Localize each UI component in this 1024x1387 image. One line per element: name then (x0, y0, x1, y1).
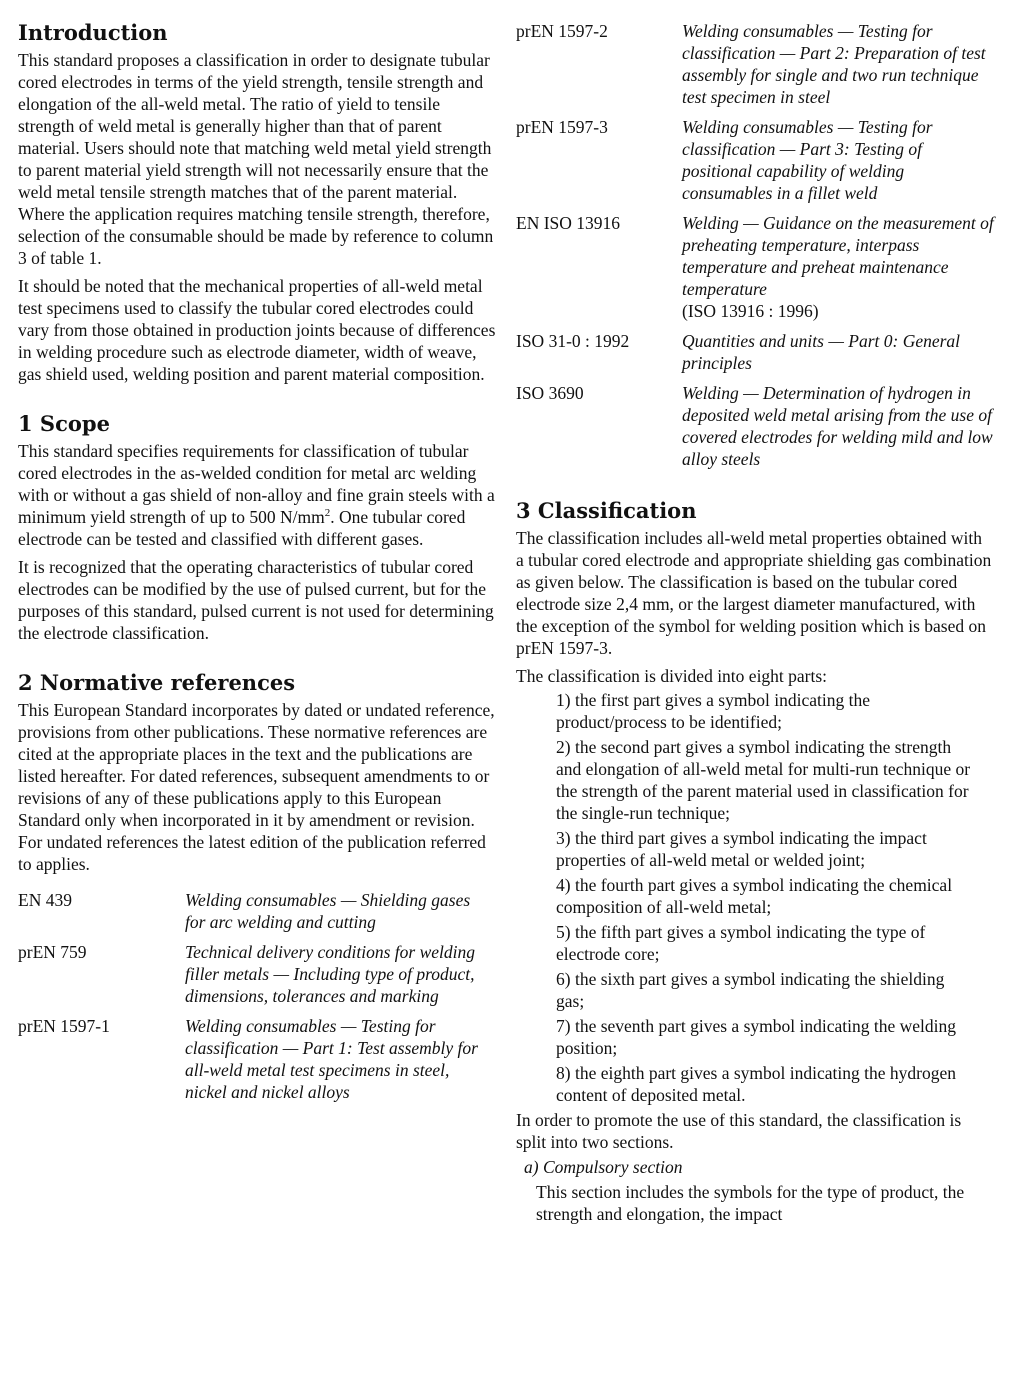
classification-parts-list (516, 689, 994, 1106)
introduction-paragraph-2: It should be noted that the mechanical properties of all-weld metal test specimens used to classify the tubular cored electrodes could vary from those obtained in production joints because of differences in welding procedure such as electrode diameter, width of weave, gas shield used, welding position and parent material composition. (18, 276, 496, 384)
reference-entry (516, 330, 994, 374)
scope-section (18, 411, 496, 644)
classification-section (516, 498, 994, 1225)
right-column (516, 0, 994, 1225)
list-item: 2) the second part gives a symbol indicating the strength and elongation of all-weld metal for multi-run technique or the strength of the parent material used in classification for the single-run technique; (556, 737, 971, 823)
classification-paragraph-1: The classification includes all-weld metal properties obtained with a tubular cored electrode and appropriate shielding gas combination as given below. The classification is based on the tubular cored electrode size 2,4 mm, or the largest diameter manufactured, with the exception of the symbol for welding position which is based on prEN 1597-3. (516, 528, 992, 658)
scope-paragraph-1-text-b: . One tubular cored electrode can be tested and classified with different gases. (18, 507, 466, 549)
list-item: 3) the third part gives a symbol indicating the impact properties of all-weld metal or welded joint; (556, 828, 927, 870)
reference-entry (516, 212, 994, 322)
reference-entry (18, 889, 496, 933)
introduction-heading: Introduction (18, 20, 168, 45)
list-item: 5) the fifth part gives a symbol indicating the type of electrode core; (556, 922, 926, 964)
reference-code: EN 439 (18, 890, 72, 910)
scope-superscript: 2 (324, 507, 331, 520)
list-item: 6) the sixth part gives a symbol indicating the shielding gas; (556, 969, 945, 1011)
reference-code: ISO 3690 (516, 383, 584, 403)
scope-paragraph-1 (18, 440, 496, 550)
normative-references-section (18, 670, 496, 1103)
reference-title: Welding consumables — Testing for classification — Part 1: Test assembly for all-weld metal test specimens in steel, nickel and nickel alloys (185, 1016, 478, 1102)
list-item: 4) the fourth part gives a symbol indicating the chemical composition of all-weld metal; (556, 875, 953, 917)
scope-heading: 1 Scope (18, 411, 110, 436)
scope-paragraph-2: It is recognized that the operating characteristics of tubular cored electrodes can be modified by the use of pulsed current, but for the purposes of this standard, pulsed current is not used for determining the electrode classification. (18, 557, 494, 643)
reference-title: Welding consumables — Shielding gases for arc welding and cutting (185, 890, 471, 932)
compulsory-section-text: This section includes the symbols for the type of product, the strength and elongation, the impact (536, 1182, 965, 1224)
reference-entry (18, 941, 496, 1007)
introduction-paragraph-1: This standard proposes a classification in order to designate tubular cored electrodes in terms of the yield strength, tensile strength and elongation of the all-weld metal. The ratio of yield to tensile strength of weld metal is generally higher than that of parent material. Users should note that matching weld metal yield strength to parent material yield strength will not necessarily ensure that the weld metal tensile strength matches that of the parent material. Where the application requires matching tensile strength, therefore, selection of the consumable should be made by reference to column 3 of table 1. (18, 50, 494, 268)
reference-title: Technical delivery conditions for welding filler metals — Including type of product, dimensions, tolerances and marking (185, 942, 476, 1006)
reference-code: prEN 1597-2 (516, 21, 608, 41)
list-item: 8) the eighth part gives a symbol indicating the hydrogen content of deposited metal. (556, 1063, 956, 1105)
reference-code: prEN 1597-1 (18, 1016, 110, 1036)
reference-title: Welding — Guidance on the measurement of preheating temperature, interpass temperature and preheat maintenance temperature (682, 213, 994, 299)
reference-code: EN ISO 13916 (516, 213, 621, 233)
reference-entry (18, 1015, 496, 1103)
classification-heading: 3 Classification (516, 498, 697, 523)
reference-entry (516, 382, 994, 470)
list-item: 7) the seventh part gives a symbol indicating the welding position; (556, 1016, 956, 1058)
reference-code: prEN 1597-3 (516, 117, 608, 137)
reference-title: Welding consumables — Testing for classification — Part 2: Preparation of test assembly for single and two run technique test specimen in steel (682, 21, 986, 107)
introduction-section (18, 20, 496, 385)
reference-list-right (516, 20, 994, 470)
classification-paragraph-2: The classification is divided into eight parts: (516, 666, 828, 686)
reference-title: Welding consumables — Testing for classification — Part 3: Testing of positional capability of welding consumables in a fillet weld (682, 117, 933, 203)
scope-paragraph-1-text-a: This standard specifies requirements for classification of tubular cored electrodes in the as-welded condition for metal arc welding with or without a gas shield of non-alloy and fine grain steels with a minimum yield strength of up to 500 N/mm (18, 441, 495, 527)
normative-references-paragraph: This European Standard incorporates by dated or undated reference, provisions from other publications. These normative references are cited at the appropriate places in the text and the publications are listed hereafter. For dated references, subsequent amendments to or revisions of any of these publications apply to this European Standard only when incorporated in it by amendment or revision. For undated references the latest edition of the publication referred to applies. (18, 700, 495, 874)
reference-entry (516, 20, 994, 108)
list-item: 1) the first part gives a symbol indicating the product/process to be identified; (556, 690, 870, 732)
classification-paragraph-3: In order to promote the use of this standard, the classification is split into two sections. (516, 1110, 962, 1152)
reference-code: prEN 759 (18, 942, 87, 962)
reference-title: Quantities and units — Part 0: General principles (682, 331, 961, 373)
left-column (18, 0, 496, 1111)
reference-entry (516, 116, 994, 204)
normative-references-heading: 2 Normative references (18, 670, 296, 695)
reference-title: Welding — Determination of hydrogen in deposited weld metal arising from the use of covered electrodes for welding mild and low alloy steels (682, 383, 993, 469)
reference-iso-equivalent: (ISO 13916 : 1996) (682, 301, 819, 321)
reference-title-block (682, 212, 994, 322)
reference-list-left (18, 889, 496, 1103)
reference-code: ISO 31-0 : 1992 (516, 331, 630, 351)
compulsory-section-label: a) Compulsory section (524, 1157, 683, 1177)
